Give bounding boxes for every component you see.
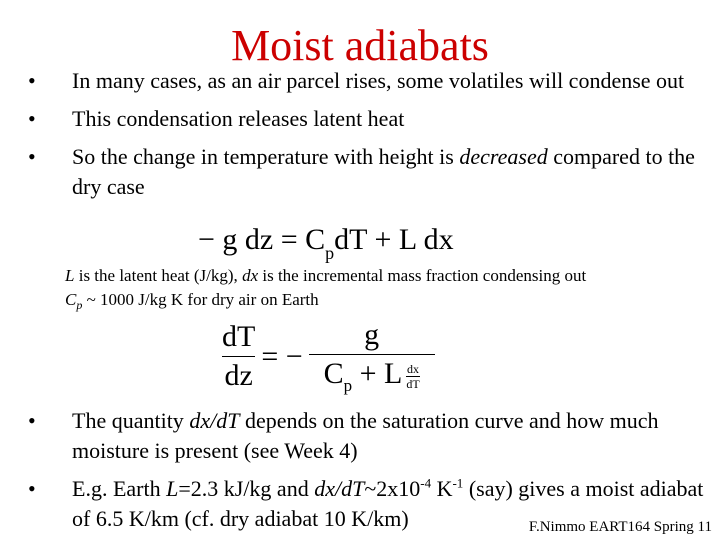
equation-term: + L (352, 357, 403, 390)
note-line (65, 288, 586, 313)
text-run: E.g. Earth (72, 476, 167, 501)
small-numerator: dx (407, 361, 420, 376)
note-subscript: p (76, 298, 83, 312)
bullet-item (26, 66, 706, 96)
lhs-fraction (222, 318, 255, 395)
bullet-item (26, 406, 706, 466)
slide-footer: F.Nimmo EART164 Spring 11 (528, 519, 712, 535)
note-text: is the latent heat (J/kg), (74, 266, 243, 285)
text-run: The quantity (72, 408, 190, 433)
rhs-fraction (309, 316, 435, 397)
equation-subscript: p (343, 376, 353, 395)
variable-notes (65, 264, 586, 313)
emphasis-text: dx/dT (314, 476, 365, 501)
emphasis-text: L (166, 476, 179, 501)
lapse-rate-equation (222, 316, 435, 397)
text-run: K (431, 476, 453, 501)
text-run: depends on the saturation curve and how much moisture is present (see Week 4) (72, 408, 659, 463)
superscript: -4 (420, 475, 432, 491)
note-var: dx (242, 266, 259, 285)
bullet-text: This condensation releases latent heat (72, 106, 405, 131)
text-run: compared to the dry case (72, 144, 695, 199)
bullet-text (72, 142, 706, 202)
note-var: L (65, 266, 75, 285)
text-run: =2.3 kJ/kg and (178, 476, 315, 501)
energy-equation (198, 222, 454, 261)
note-var: C (65, 290, 77, 309)
text-run: ~2x10 (364, 476, 421, 501)
equation-subscript: p (325, 243, 335, 263)
equation-term: C (305, 223, 326, 256)
bullet-marker: • (28, 476, 36, 501)
bullet-marker: • (28, 144, 36, 169)
bullet-item (26, 104, 706, 134)
superscript: -1 (452, 475, 464, 491)
bullet-text (72, 406, 706, 466)
slide-title: Moist adiabats (231, 21, 489, 70)
note-text: is the incremental mass fraction condensing out (258, 266, 587, 285)
equals-minus: = − (261, 339, 303, 373)
bullet-marker: • (28, 106, 36, 131)
bullet-marker: • (28, 408, 36, 433)
bullet-text: In many cases, as an air parcel rises, some volatiles will condense out (72, 68, 685, 93)
note-text: ~ 1000 J/kg K for dry air on Earth (82, 290, 319, 309)
rhs-denominator (309, 355, 435, 397)
lhs-denominator: dz (224, 359, 253, 392)
lhs-numerator: dT (222, 320, 256, 353)
small-fraction (406, 362, 419, 391)
bullet-marker: • (28, 68, 36, 93)
equation-term: − g dz = (198, 223, 306, 256)
text-run: (say) gives a moist adiabat of 6.5 K/km (cf. dry adiabat 10 K/km) (72, 476, 704, 531)
text-run: So the change in temperature with height is (72, 144, 460, 169)
note-line (65, 264, 586, 288)
small-denominator: dT (406, 376, 420, 391)
bullet-list-top (26, 66, 706, 210)
emphasis-text: decreased (459, 144, 548, 169)
equation-term: C (323, 357, 344, 390)
rhs-numerator: g (364, 318, 380, 351)
equation-term: dT + L dx (334, 223, 454, 256)
emphasis-text: dx/dT (189, 408, 240, 433)
bullet-item (26, 142, 706, 202)
